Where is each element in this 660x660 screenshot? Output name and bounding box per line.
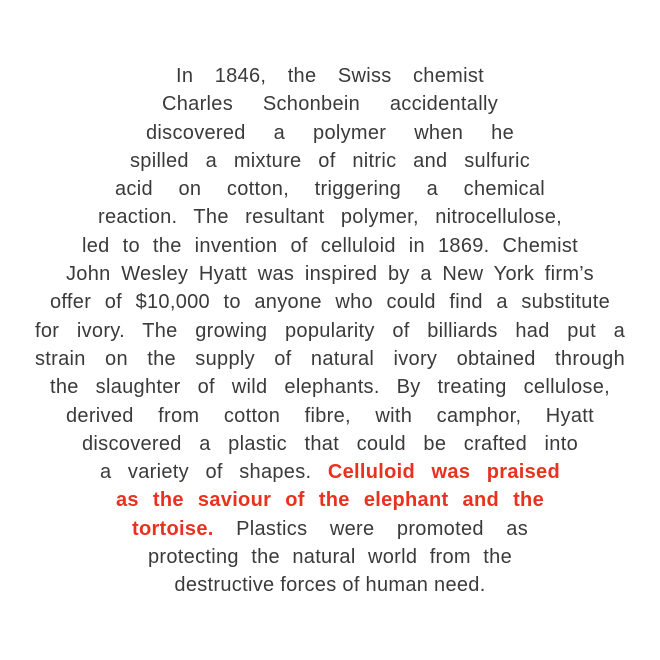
text-line xyxy=(132,515,528,543)
text-line xyxy=(115,175,545,203)
text-line xyxy=(50,288,610,316)
body-text: Plastics were promoted as xyxy=(213,517,528,540)
body-text: acid on cotton, triggering a chemical xyxy=(115,178,545,201)
body-text: discovered a plastic that could be crafted into xyxy=(82,432,578,455)
text-line xyxy=(82,430,578,458)
body-text: destructive forces of human need. xyxy=(174,574,486,597)
body-text: reaction. The resultant polymer, nitrocellulose, xyxy=(98,206,562,229)
body-text: In 1846, the Swiss chemist xyxy=(176,65,484,87)
body-text: Charles Schonbein accidentally xyxy=(162,93,498,116)
text-line xyxy=(35,345,625,373)
text-line xyxy=(100,458,560,486)
body-text: strain on the supply of natural ivory obtained through xyxy=(35,347,625,370)
body-text: a variety of shapes. xyxy=(100,461,328,484)
text-line xyxy=(164,571,496,599)
body-text: for ivory. The growing popularity of billiards had put a xyxy=(35,319,625,342)
text-line xyxy=(35,317,625,345)
highlighted-text: Celluloid was praised xyxy=(327,461,560,484)
text-line xyxy=(66,260,594,288)
body-text: the slaughter of wild elephants. By treating cellulose, xyxy=(50,376,610,399)
text-line xyxy=(66,402,594,430)
text-line xyxy=(82,232,578,260)
text-line xyxy=(116,486,544,514)
text-line xyxy=(50,373,610,401)
text-line xyxy=(148,543,512,571)
text-line xyxy=(162,90,498,118)
highlighted-text: tortoise. xyxy=(132,517,214,540)
body-text: derived from cotton fibre, with camphor, Hyatt xyxy=(66,404,594,427)
body-text: spilled a mixture of nitric and sulfuric xyxy=(130,149,530,172)
body-text: discovered a polymer when he xyxy=(146,121,514,144)
body-text: John Wesley Hyatt was inspired by a New York firm’s xyxy=(66,263,594,286)
body-text: protecting the natural world from the xyxy=(148,546,512,569)
body-text: offer of $10,000 to anyone who could find a substitute xyxy=(50,291,610,314)
text-line xyxy=(98,203,562,231)
highlighted-text: as the saviour of the elephant and the xyxy=(116,489,544,512)
passage-text-block xyxy=(0,62,660,600)
text-line xyxy=(146,119,514,147)
text-line xyxy=(130,147,530,175)
text-line xyxy=(176,62,484,90)
body-text: led to the invention of celluloid in 1869. Chemist xyxy=(82,234,578,257)
